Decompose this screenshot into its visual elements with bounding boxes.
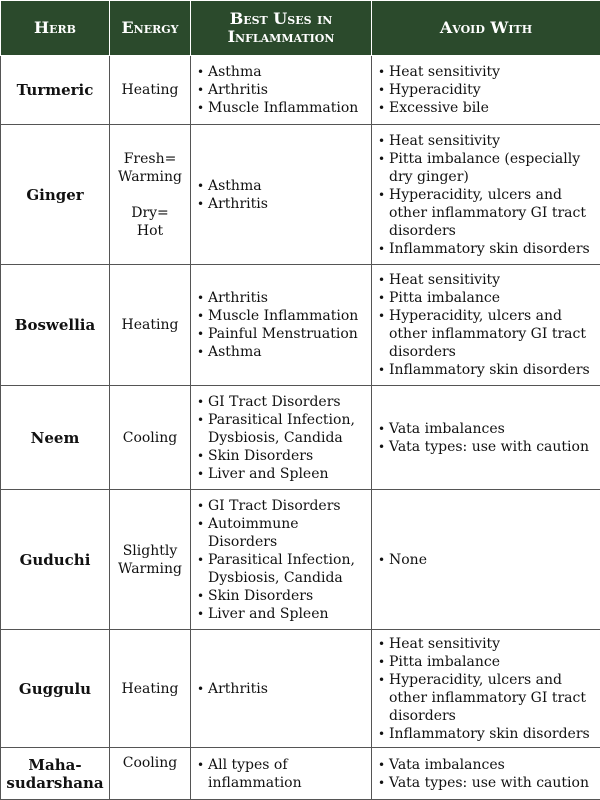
avoid-item: • Vata imbalances xyxy=(378,756,596,774)
best-use-item: • Painful Menstruation xyxy=(197,325,367,343)
energy-cell xyxy=(110,265,191,386)
best-use-item: • Asthma xyxy=(197,177,367,195)
energy-cell xyxy=(110,490,191,630)
avoid-item: • Pitta imbalance xyxy=(378,289,596,307)
header-row xyxy=(1,1,600,56)
avoid-item: • Heat sensitivity xyxy=(378,635,596,653)
avoid-item: • Hyperacidity, ulcers and other inflammatory GI tract disorders xyxy=(378,671,596,725)
avoid-item: • Hyperacidity, ulcers and other inflammatory GI tract disorders xyxy=(378,307,596,361)
energy-cell xyxy=(110,386,191,490)
avoid-cell xyxy=(372,125,600,265)
energy-text: Warming xyxy=(118,560,182,577)
energy-text: Cooling xyxy=(122,429,178,446)
best-uses-cell xyxy=(191,56,372,125)
best-use-item: • Parasitical Infection, Dysbiosis, Candida xyxy=(197,411,367,447)
energy-text: Warming xyxy=(118,168,182,185)
table-row xyxy=(1,125,600,265)
herb-name xyxy=(1,748,110,800)
energy-cell xyxy=(110,748,191,800)
best-use-item: • Muscle Inflammation xyxy=(197,99,367,117)
best-uses-cell xyxy=(191,630,372,748)
best-use-item: • Muscle Inflammation xyxy=(197,307,367,325)
avoid-item: • Vata imbalances xyxy=(378,420,596,438)
avoid-cell xyxy=(372,386,600,490)
header-herb: Herb xyxy=(1,1,110,56)
avoid-item: • Hyperacidity xyxy=(378,81,596,99)
avoid-cell xyxy=(372,748,600,800)
header-best-uses-line1: Best Uses in xyxy=(229,9,333,28)
avoid-item: • None xyxy=(378,551,596,569)
avoid-item: • Heat sensitivity xyxy=(378,271,596,289)
avoid-item: • Inflammatory skin disorders xyxy=(378,725,596,743)
best-uses-cell xyxy=(191,265,372,386)
avoid-cell xyxy=(372,265,600,386)
table-row xyxy=(1,630,600,748)
best-use-item: • Liver and Spleen xyxy=(197,605,367,623)
best-uses-cell xyxy=(191,748,372,800)
avoid-cell xyxy=(372,630,600,748)
avoid-item: • Hyperacidity, ulcers and other inflammatory GI tract disorders xyxy=(378,186,596,240)
best-use-item: • Arthritis xyxy=(197,680,367,698)
avoid-item: • Pitta imbalance xyxy=(378,653,596,671)
best-use-item: • Arthritis xyxy=(197,81,367,99)
energy-text: Hot xyxy=(136,222,164,239)
avoid-item: • Heat sensitivity xyxy=(378,63,596,81)
energy-text: Cooling xyxy=(122,755,178,771)
header-best-uses-line2: Inflammation xyxy=(227,27,335,46)
herb-name: Turmeric xyxy=(1,56,110,125)
best-use-item: • Skin Disorders xyxy=(197,447,367,465)
table-row xyxy=(1,265,600,386)
herb-name: Guduchi xyxy=(1,490,110,630)
best-uses-cell xyxy=(191,386,372,490)
table-row xyxy=(1,748,600,800)
energy-text: Heating xyxy=(121,680,179,697)
energy-text: Heating xyxy=(121,317,179,333)
best-use-item: • All types of inflammation xyxy=(197,756,367,792)
best-use-item: • Arthritis xyxy=(197,289,367,307)
avoid-item: • Inflammatory skin disorders xyxy=(378,361,596,379)
energy-text: Dry= xyxy=(131,204,169,221)
best-use-item: • Asthma xyxy=(197,63,367,81)
best-use-item: • GI Tract Disorders xyxy=(197,393,367,411)
energy-text: Slightly xyxy=(122,542,178,559)
best-use-item: • Parasitical Infection, Dysbiosis, Candida xyxy=(197,551,367,587)
herb-name: Ginger xyxy=(1,125,110,265)
herb-name: Boswellia xyxy=(1,265,110,386)
avoid-item: • Inflammatory skin disorders xyxy=(378,240,596,258)
energy-cell xyxy=(110,56,191,125)
herb-name: Guggulu xyxy=(1,630,110,748)
energy-cell xyxy=(110,630,191,748)
avoid-item: • Excessive bile xyxy=(378,99,596,117)
best-use-item: • Skin Disorders xyxy=(197,587,367,605)
header-avoid: Avoid With xyxy=(372,1,600,56)
herb-name-line: Maha- xyxy=(28,755,82,774)
avoid-item: • Pitta imbalance (especially dry ginger) xyxy=(378,150,596,186)
herb-name-line: sudarshana xyxy=(6,773,104,792)
herb-name: Neem xyxy=(1,386,110,490)
avoid-cell xyxy=(372,56,600,125)
table-row xyxy=(1,386,600,490)
energy-text: Fresh= xyxy=(123,150,177,167)
avoid-item: • Vata types: use with caution xyxy=(378,774,596,792)
avoid-item: • Vata types: use with caution xyxy=(378,438,596,456)
table-row xyxy=(1,490,600,630)
best-use-item: • Liver and Spleen xyxy=(197,465,367,483)
table-row xyxy=(1,56,600,125)
header-best-uses xyxy=(191,1,372,56)
best-use-item: • GI Tract Disorders xyxy=(197,497,367,515)
energy-text: Heating xyxy=(121,82,179,98)
header-energy: Energy xyxy=(110,1,191,56)
avoid-item: • Heat sensitivity xyxy=(378,132,596,150)
best-use-item: • Arthritis xyxy=(197,195,367,213)
best-uses-cell xyxy=(191,490,372,630)
best-use-item: • Asthma xyxy=(197,343,367,361)
avoid-cell xyxy=(372,490,600,630)
best-use-item: • Autoimmune Disorders xyxy=(197,515,367,551)
energy-cell xyxy=(110,125,191,265)
best-uses-cell xyxy=(191,125,372,265)
